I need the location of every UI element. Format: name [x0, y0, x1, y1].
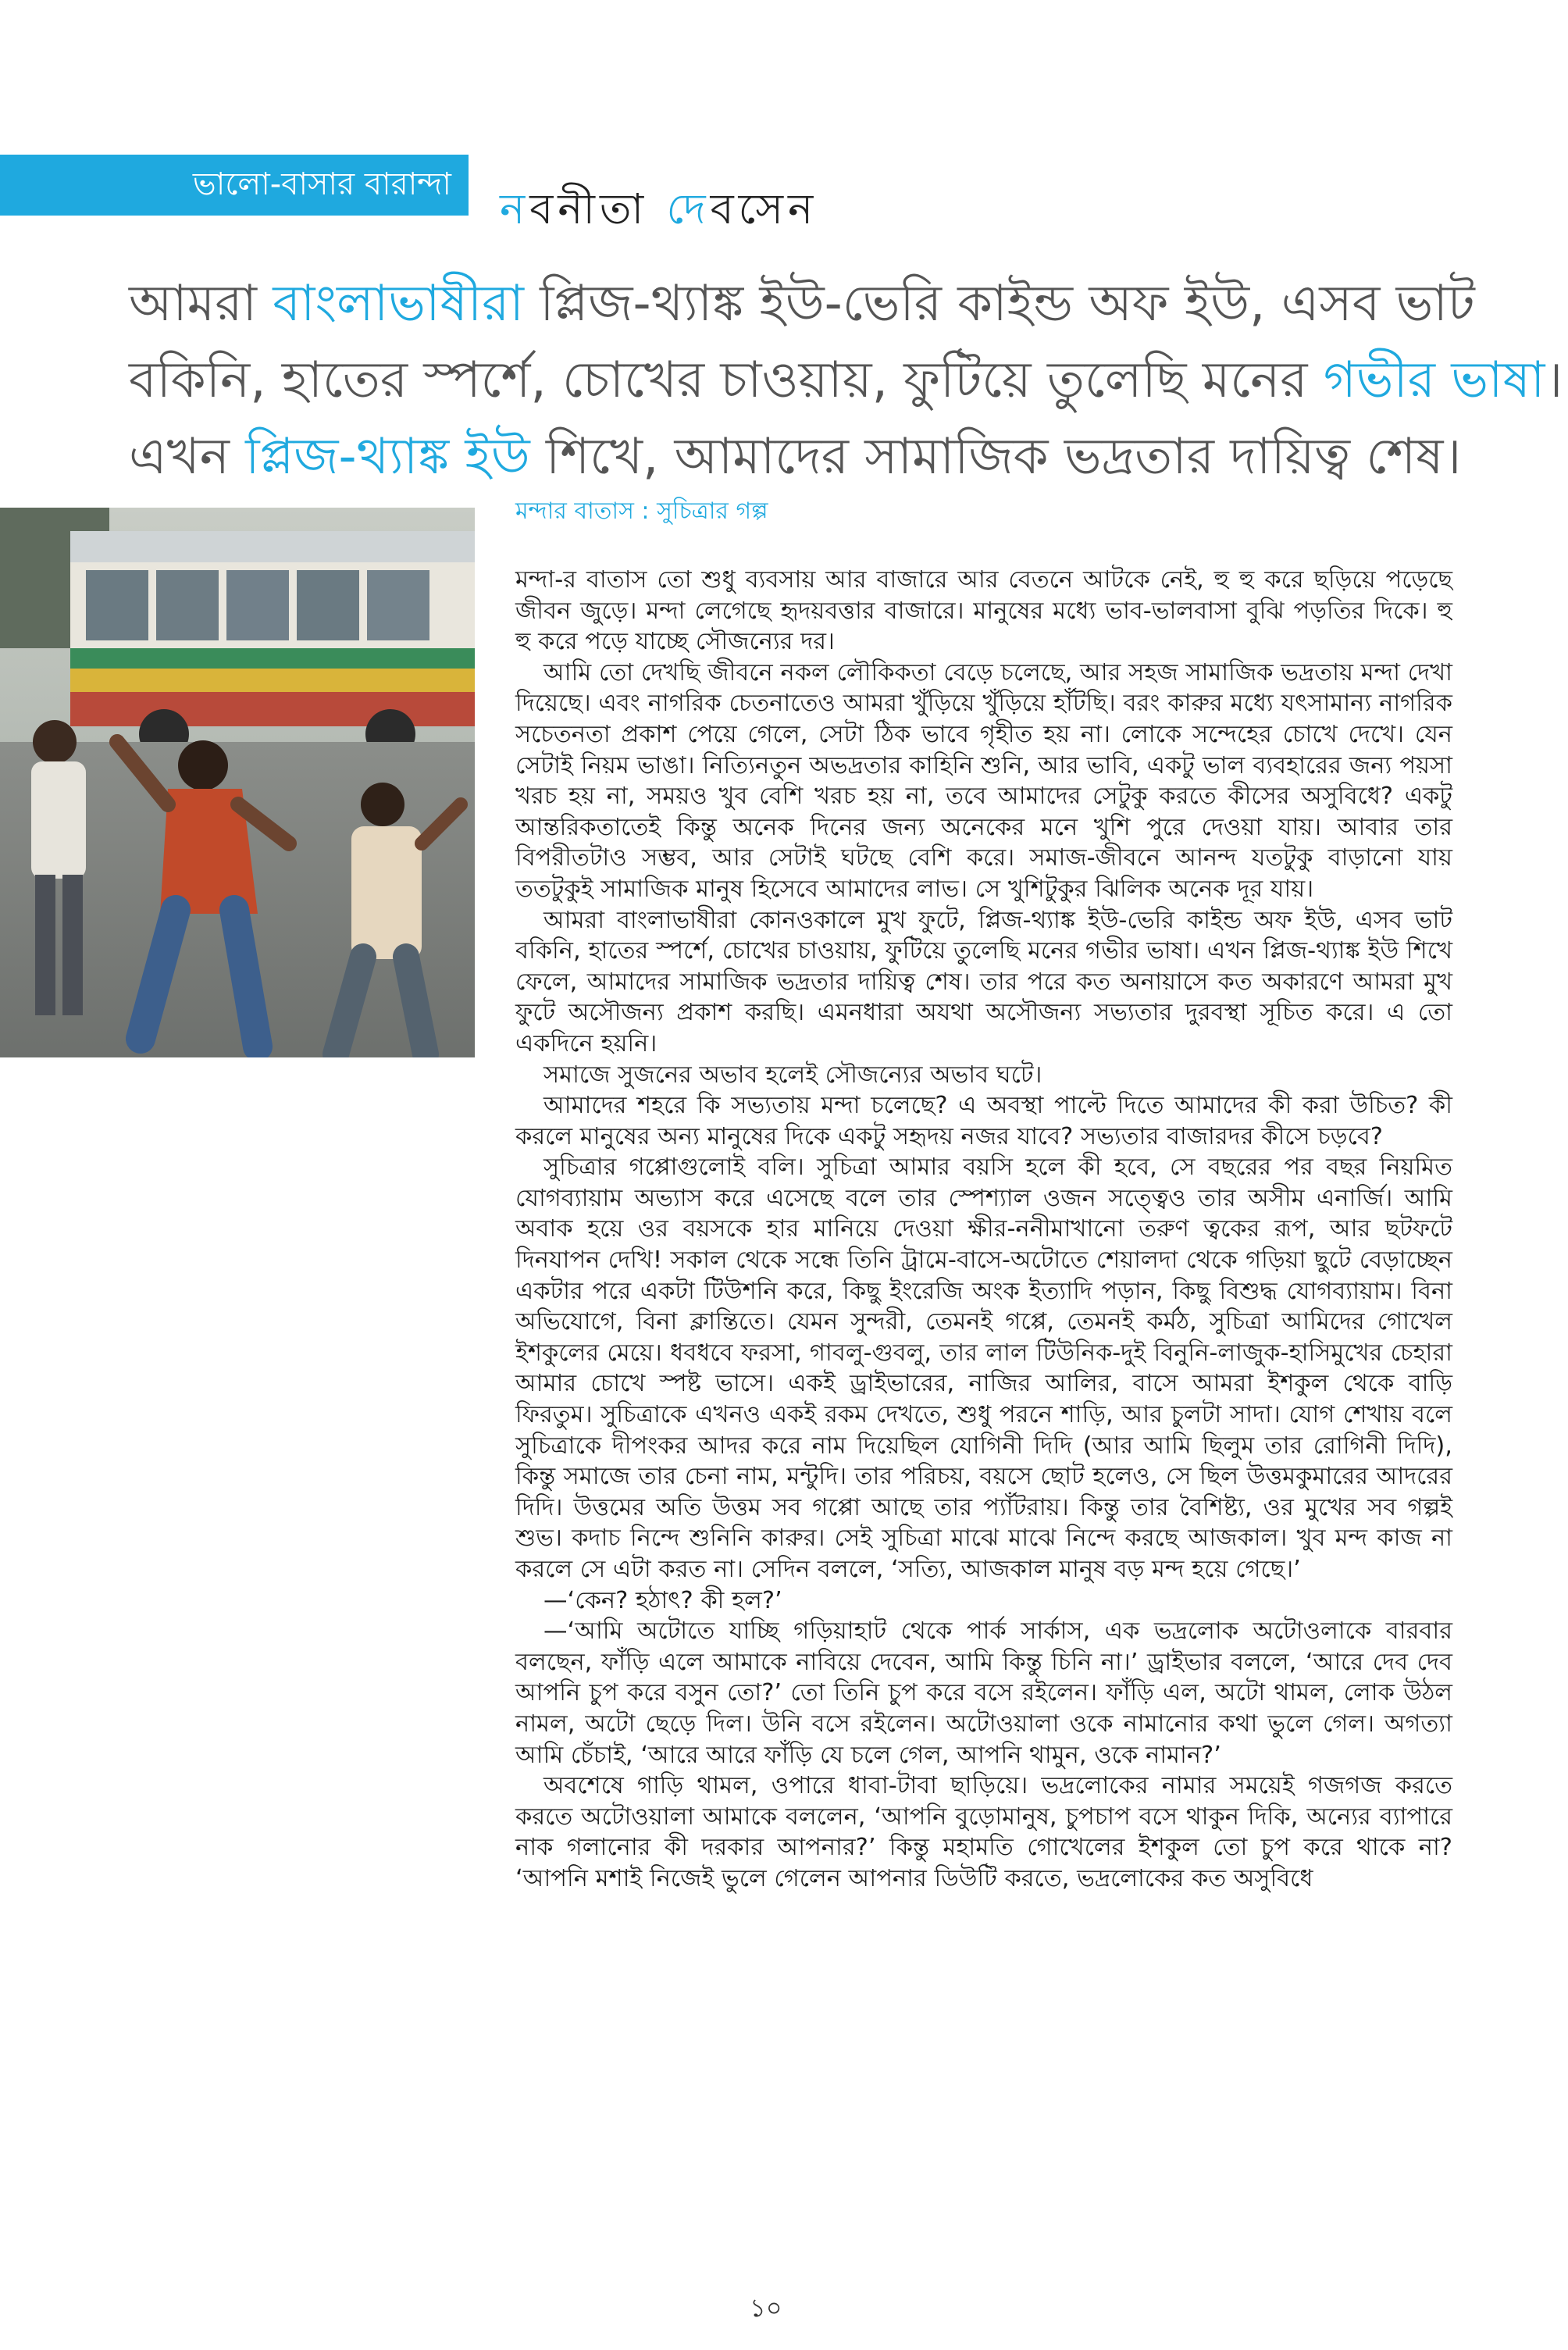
- pull-quote-text: ।: [1545, 351, 1563, 409]
- article-paragraph: আমরা বাংলাভাষীরা কোনওকালে মুখ ফুটে, প্লিজ-থ্যাঙ্ক ইউ-ভেরি কাইন্ড অফ ইউ, এসব ভাট বকিনি, হাতের স্পর্শে, চোখের চাওয়ায়, ফুটিয়ে তুলেছি মনের গভীর ভাষা। এখন প্লিজ-থ্যাঙ্ক ইউ শিখে ফেলে, আমাদের সামাজিক ভদ্রতার দায়িত্ব শেষ। তার পরে কত অনায়াসে কত অকারণে আমরা মুখ ফুটে অসৌজন্য প্রকাশ করছি। এমনধারা অযথা অসৌজন্য সভ্যতার দুরবস্থা সূচিত করে। এ তো একদিনে হয়নি।: [515, 906, 1452, 1057]
- pull-quote-text: আমরা: [129, 275, 273, 333]
- author-surname-initial: দে: [666, 184, 711, 234]
- pull-quote-highlight: প্লিজ-থ্যাঙ্ক ইউ: [245, 428, 530, 486]
- column-title: ভালো-বাসার বারান্দা: [192, 166, 451, 202]
- pull-quote-text: শিখে, আমাদের সামাজিক ভদ্রতার দায়িত্ব শেষ।: [529, 428, 1462, 486]
- page-number: ১০: [750, 2293, 782, 2323]
- pull-quote: [129, 266, 1563, 495]
- article-paragraph: সুচিত্রার গপ্পোগুলোই বলি। সুচিত্রা আমার বয়সি হলে কী হবে, সে বছরের পর বছর নিয়মিত যোগব্যায়াম অভ্যাস করে এসেছে বলে তার স্পেশ্যাল ওজন সত্ত্বেও তার অসীম এনার্জি। আমি অবাক হয়ে ওর বয়সকে হার মানিয়ে দেওয়া ক্ষীর-ননীমাখানো তরুণ ত্বকের রূপ, আর ছটফটে দিনযাপন দেখি! সকাল থেকে সন্ধে তিনি ট্রামে-বাসে-অটোতে শেয়ালদা থেকে গড়িয়া ছুটে বেড়াচ্ছেন একটার পরে একটা টিউশনি করে, কিছু ইংরেজি অংক ইত্যাদি পড়ান, কিছু বিশুদ্ধ যোগব্যায়াম। বিনা অভিযোগে, বিনা ক্লান্তিতে। যেমন সুন্দরী, তেমনই গপ্পে, তেমনই কর্মঠ, সুচিত্রা আমিদের গোখেল ইশকুলের মেয়ে। ধবধবে ফরসা, গাবলু-গুবলু, তার লাল টিউনিক-দুই বিনুনি-লাজুক-হাসিমুখের চেহারা আমার চোখে স্পষ্ট ভাসে। একই ড্রাইভারের, নাজির আলির, বাসে আমরা ইশকুল থেকে বাড়ি ফিরতুম। সুচিত্রাকে এখনও একই রকম দেখতে, শুধু পরনে শাড়ি, আর চুলটা সাদা। যোগ শেখায় বলে সুচিত্রাকে দীপংকর আদর করে নাম দিয়েছিল যোগিনী দিদি (আর আমি ছিলুম তার রোগিনী দিদি), কিন্তু সমাজে তার চেনা নাম, মন্টুদি। তার পরিচয়, বয়সে ছোট হলেও, সে ছিল উত্তমকুমারের আদরের দিদি। উত্তমের অতি উত্তম সব গপ্পো আছে তার প্যাঁটরায়। কিন্তু তার বৈশিষ্ট্য, ওর মুখের সব গল্পই শুভ। কদাচ নিন্দে শুনিনি কারুর। সেই সুচিত্রা মাঝে মাঝে নিন্দে করছে আজকাল। খুব মন্দ কাজ না করলে সে এটা করত না। সেদিন বললে, ‘সত্যি, আজকাল মানুষ বড় মন্দ হয়ে গেছে।’: [515, 1154, 1452, 1583]
- article-paragraph: আমাদের শহরে কি সভ্যতায় মন্দা চলেছে? এ অবস্থা পাল্টে দিতে আমাদের কী করা উচিত? কী করলে মানুষের অন্য মানুষের দিকে একটু সহৃদয় নজর যাবে? সভ্যতার বাজারদর কীসে চড়বে?: [515, 1092, 1452, 1150]
- article-paragraph: মন্দা-র বাতাস তো শুধু ব্যবসায় আর বাজারে আর বেতনে আটকে নেই, হু হু করে ছড়িয়ে পড়েছে জীবন জুড়ে। মন্দা লেগেছে হৃদয়বত্তার বাজারে। মানুষের মধ্যে ভাব-ভালবাসা বুঝি পড়তির দিকে। হু হু করে পড়ে যাচ্ছে সৌজন্যের দর।: [515, 566, 1452, 656]
- article-subhead: মন্দার বাতাস : সুচিত্রার গল্প: [515, 497, 768, 525]
- pull-quote-highlight: বাংলাভাষীরা: [273, 275, 524, 333]
- pull-quote-line-1: [129, 266, 1475, 342]
- pull-quote-text: এখন: [129, 428, 246, 486]
- column-banner: [0, 155, 469, 216]
- article-paragraph: আমি তো দেখছি জীবনে নকল লৌকিকতা বেড়ে চলেছে, আর সহজ সামাজিক ভদ্রতায় মন্দা দেখা দিয়েছে। এবং নাগরিক চেতনাতেও আমরা খুঁড়িয়ে খুঁড়িয়ে হাঁটছি। বরং কারুর মধ্যে যৎসামান্য নাগরিক সচেতনতা প্রকাশ পেয়ে গেলে, সেটা ঠিক ভাবে গৃহীত হয় না। লোকে সন্দেহের চোখে দেখে। যেন সেটাই নিয়ম ভাঙা। নিত্যিনতুন অভদ্রতার কাহিনি শুনি, আর ভাবি, একটু ভাল ব্যবহারের জন্য পয়সা খরচ হয় না, সময়ও খুব বেশি খরচ হয় না, তবে আমাদের সেটুকু করতে কীসের অসুবিধে? একটু আন্তরিকতাতেই কিন্তু অনেক দিনের জন্য অনেকের মনে খুশি পুরে দেওয়া যায়। আবার তার বিপরীতটাও সম্ভব, আর সেটাই ঘটছে বেশি করে। সমাজ-জীবনে আনন্দ যতটুকু বাড়ানো যায় ততটুকুই সামাজিক মানুষ হিসেবে আমাদের লাভ। সে খুশিটুকুর ঝিলিক অনেক দূর যায়।: [515, 658, 1452, 903]
- pull-quote-line-3: [129, 419, 1472, 495]
- article-paragraph: সমাজে সুজনের অভাব হলেই সৌজন্যের অভাব ঘটে।: [543, 1061, 1042, 1089]
- author-name-part1: বনীতা: [529, 184, 667, 234]
- pull-quote-line-2: [129, 342, 1563, 419]
- author-name: [500, 177, 818, 247]
- article-paragraph: —‘কেন? হঠাৎ? কী হল?’: [543, 1586, 782, 1614]
- article-paragraph: —‘আমি অটোতে যাচ্ছি গড়িয়াহাট থেকে পার্ক সার্কাস, এক ভদ্রলোক অটোওলাকে বারবার বলছেন, ফাঁড়ি এলে আমাকে নাবিয়ে দেবেন, আমি কিন্তু চিনি না।’ ড্রাইভার বললে, ‘আরে দেব দেব আপনি চুপ করে বসুন তো?’ তো তিনি চুপ করে বসে রইলেন। ফাঁড়ি এল, অটো থামল, লোক উঠল নামল, অটো ছেড়ে দিল। উনি বসে রইলেন। অটোওয়ালা ওকে নামানোর কথা ভুলে গেল। অগত্যা আমি চেঁচাই, ‘আরে আরে ফাঁড়ি যে চলে গেল, আপনি থামুন, ওকে নামান?’: [515, 1617, 1452, 1769]
- pull-quote-text: প্লিজ-থ্যাঙ্ক ইউ-ভেরি কাইন্ড অফ ইউ, এসব ভাট: [523, 275, 1475, 333]
- article-photo: [0, 508, 475, 1057]
- article-paragraph: অবশেষে গাড়ি থামল, ওপারে ধাবা-টাবা ছাড়িয়ে। ভদ্রলোকের নামার সময়েই গজগজ করতে করতে অটোওয়ালা আমাকে বললেন, ‘আপনি বুড়োমানুষ, চুপচাপ বসে থাকুন দিকি, অন্যের ব্যাপারে নাক গলানোর কী দরকার আপনার?’ কিন্তু মহামতি গোখেলের ইশকুল তো চুপ করে থাকে না? ‘আপনি মশাই নিজেই ভুলে গেলেন আপনার ডিউটি করতে, ভদ্রলোকের কত অসুবিধে: [515, 1772, 1452, 1892]
- author-name-part2: বসেন: [710, 184, 818, 234]
- street-scene-illustration: [0, 508, 475, 1057]
- author-initial: ন: [500, 184, 530, 234]
- article: [515, 492, 1452, 1895]
- article-body: [515, 565, 1452, 1895]
- pull-quote-text: বকিনি, হাতের স্পর্শে, চোখের চাওয়ায়, ফুটিয়ে তুলেছি মনের: [129, 351, 1324, 409]
- pull-quote-highlight: গভীর ভাষা: [1323, 351, 1545, 409]
